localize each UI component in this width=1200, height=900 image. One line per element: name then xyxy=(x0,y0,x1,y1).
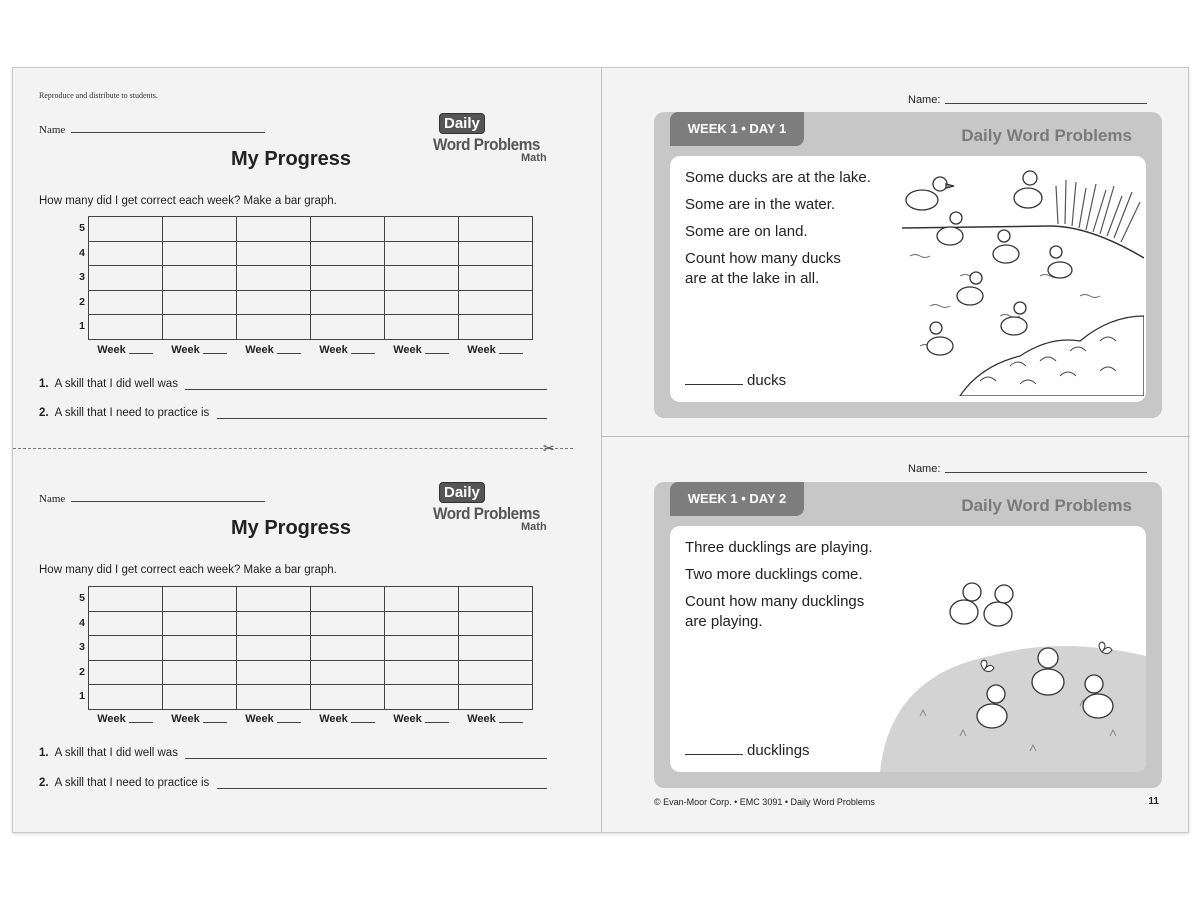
progress-sheet-2 xyxy=(13,438,601,808)
week-label[interactable]: Week xyxy=(236,344,310,356)
week-label[interactable]: Week xyxy=(458,713,532,725)
week-label[interactable]: Week xyxy=(384,344,458,356)
week-label[interactable]: Week xyxy=(88,344,162,356)
ducks-at-lake-illustration xyxy=(900,166,1144,396)
problem-question: Count how many ducks are at the lake in all. xyxy=(685,250,841,287)
week-label[interactable]: Week xyxy=(384,713,458,725)
left-page xyxy=(13,68,601,832)
question-1: 1. A skill that I did well was xyxy=(39,378,178,390)
card-content xyxy=(670,526,1146,772)
question-2: 2. A skill that I need to practice is xyxy=(39,777,210,789)
problem-question: Count how many ducklings are playing. xyxy=(685,593,865,630)
problem-line: Some ducks are at the lake. xyxy=(685,169,871,186)
week-label[interactable]: Week xyxy=(162,344,236,356)
week-label[interactable]: Week xyxy=(88,713,162,725)
name-line[interactable] xyxy=(71,132,265,133)
week-label[interactable]: Week xyxy=(458,344,532,356)
scissors-icon: ✂ xyxy=(543,440,555,456)
bar-graph-grid[interactable] xyxy=(88,586,533,710)
page-title: My Progress xyxy=(231,517,352,539)
page-divider xyxy=(602,436,1190,437)
graph-instruction: How many did I get correct each week? Make a bar graph. xyxy=(39,195,337,207)
name-label: Name xyxy=(39,124,66,136)
name-line[interactable] xyxy=(945,103,1147,104)
ducklings-playing-illustration xyxy=(880,566,1146,772)
week-label[interactable]: Week xyxy=(310,344,384,356)
problem-card-day-1 xyxy=(654,112,1162,418)
y-axis-labels: 5 4 3 2 1 xyxy=(79,222,85,332)
week-labels xyxy=(88,713,532,725)
page-number: 11 xyxy=(1148,796,1159,807)
name-line[interactable] xyxy=(945,472,1147,473)
graph-instruction: How many did I get correct each week? Make a bar graph. xyxy=(39,564,337,576)
answer-line-2[interactable] xyxy=(217,788,547,789)
answer-field[interactable]: ducks xyxy=(685,372,786,389)
week-day-tab: WEEK 1 • DAY 1 xyxy=(670,112,804,146)
question-1: 1. A skill that I did well was xyxy=(39,747,178,759)
problem-line: Two more ducklings come. xyxy=(685,566,863,583)
bar-graph-grid[interactable] xyxy=(88,216,533,340)
week-label[interactable]: Week xyxy=(162,713,236,725)
y-axis-labels: 5 4 3 2 1 xyxy=(79,592,85,702)
answer-field[interactable]: ducklings xyxy=(685,742,810,759)
answer-line-2[interactable] xyxy=(217,418,547,419)
problem-card-day-2 xyxy=(654,482,1162,788)
answer-line-1[interactable] xyxy=(185,389,547,390)
problem-line: Some are in the water. xyxy=(685,196,836,213)
name-label: Name: xyxy=(908,94,941,106)
daily-word-problems-logo: Daily Word Problems Math xyxy=(433,484,547,533)
page-title: My Progress xyxy=(231,148,352,170)
card-brand: Daily Word Problems xyxy=(961,126,1132,145)
week-labels xyxy=(88,344,532,356)
progress-sheet-1 xyxy=(13,68,601,438)
name-label: Name xyxy=(39,493,66,505)
reproduce-note: Reproduce and distribute to students. xyxy=(39,91,158,100)
right-page xyxy=(601,68,1189,832)
card-brand: Daily Word Problems xyxy=(961,496,1132,515)
week-day-tab: WEEK 1 • DAY 2 xyxy=(670,482,804,516)
problem-line: Some are on land. xyxy=(685,223,808,240)
problem-line: Three ducklings are playing. xyxy=(685,539,873,556)
card-content xyxy=(670,156,1146,402)
name-label: Name: xyxy=(908,463,941,475)
answer-line-1[interactable] xyxy=(185,758,547,759)
week-label[interactable]: Week xyxy=(310,713,384,725)
book-spread xyxy=(12,67,1189,833)
footer-credit: © Evan-Moor Corp. • EMC 3091 • Daily Word Problems xyxy=(654,797,875,807)
week-label[interactable]: Week xyxy=(236,713,310,725)
name-line[interactable] xyxy=(71,501,265,502)
question-2: 2. A skill that I need to practice is xyxy=(39,407,210,419)
daily-word-problems-logo: Daily Word Problems Math xyxy=(433,115,547,164)
